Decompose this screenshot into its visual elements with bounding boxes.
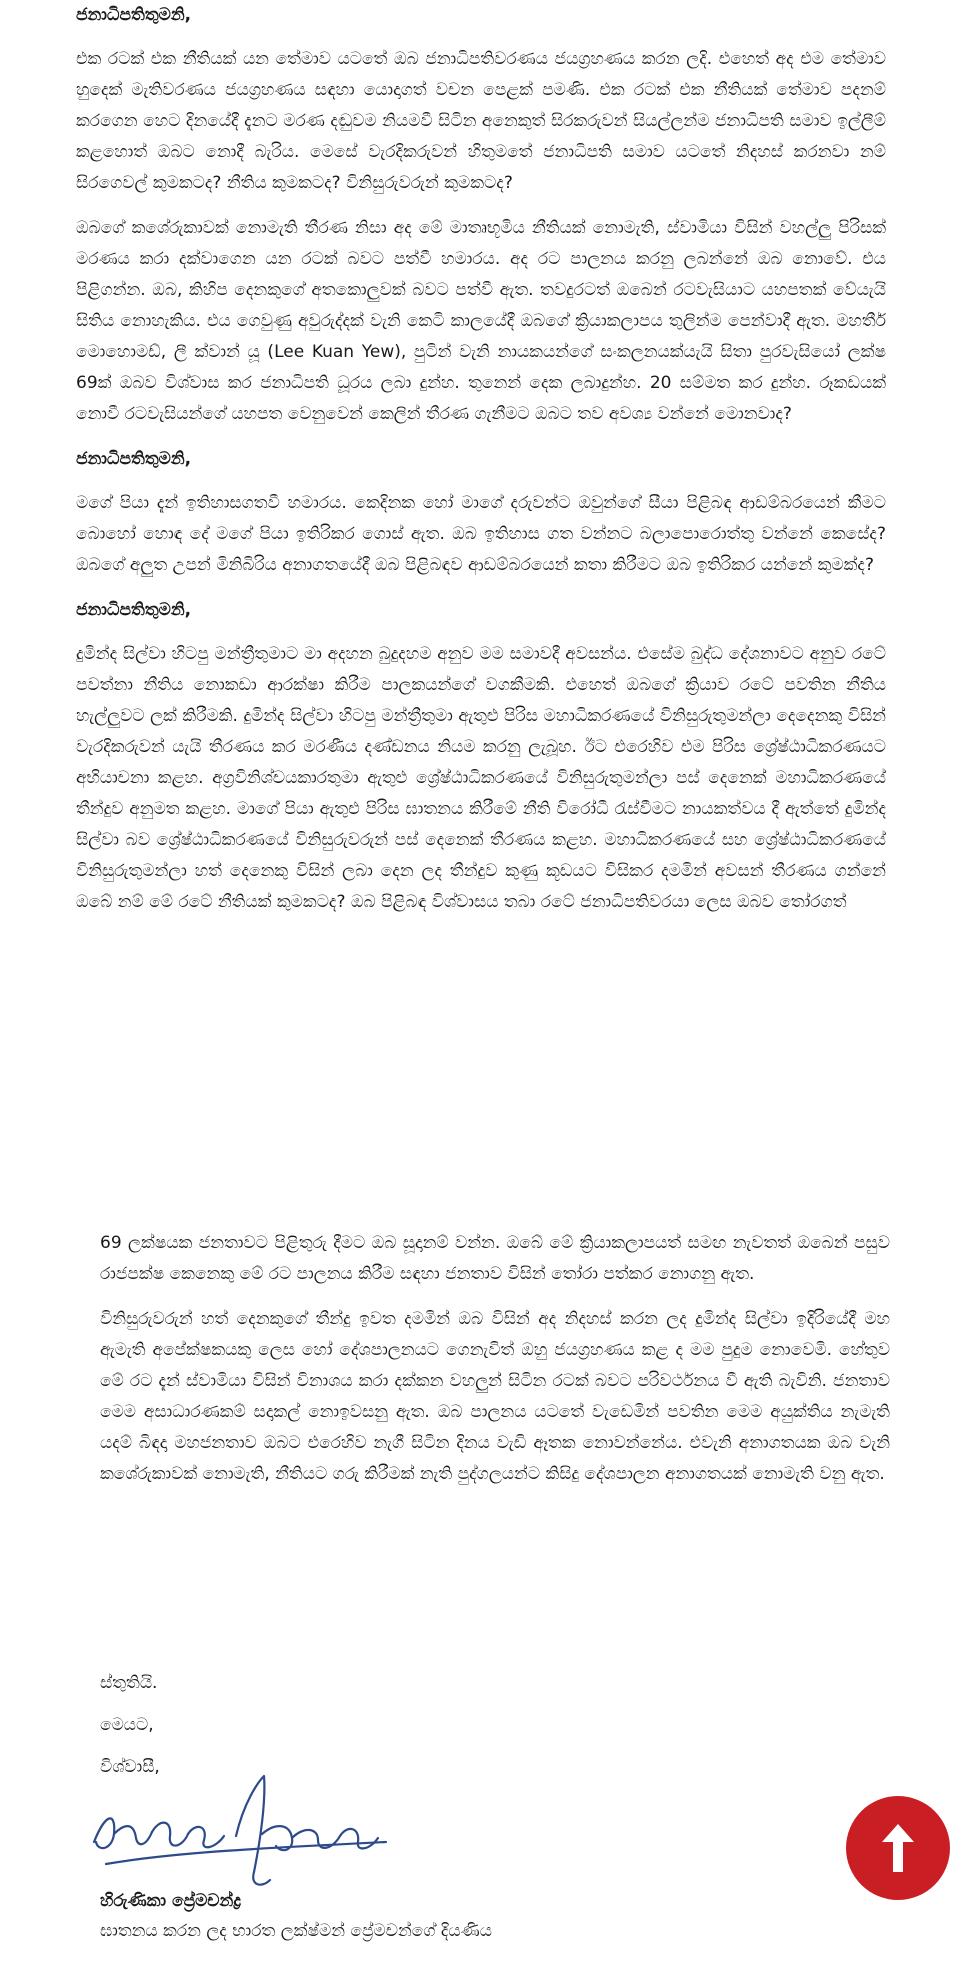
paragraph-1: එක රටක් එක නීතියක් යන තේමාව යටතේ ඔබ ජනාධිපතිවරණය ජයග්‍රහණය කරන ලදි. එහෙත් අද එම තේමාව හුදෙක් මැතිවරණය ජයග්‍රහණය සඳහා යොදාගත් වචන පෙළක් පමණි. එක රටක් එක නීතියක් තේමාව පදනම් කරගෙන හෙට දිනයේදී දැනට මරණ දඬුවම නියමවී සිටින අනෙකුත් සිරකරුවන් සියල්ලන්ම ජනාධිපති සමාව ඉල්ලීම් කළහොත් ඔබට නොදී බැරිය. මෙසේ වැරදිකරුවන් හිතුමතේ ජනාධිපති සමාව යටතේ නිදහස් කරනවා නම් සිරගෙවල් කුමකටද? නීතිය කුමකටද? විනිසුරුවරුන් කුමකටද? xyxy=(76,49,886,193)
letter-body-upper xyxy=(76,0,886,932)
paragraph-5: 69 ලක්ෂයක ජනතාවට පිළිතුරු දීමට ඔබ සූදානම් වන්න. ඔබේ මේ ක්‍රියාකලාපයත් සමඟ නැවතත් ඔබෙන් පසුව රාජපක්ෂ කෙනෙකු මේ රට පාලනය කිරීම සඳහා ජනතාව විසින් තෝරා පත්කර නොගනු ඇත. xyxy=(100,1233,890,1284)
paragraph-4: දුමින්ද සිල්වා හිටපු මන්ත්‍රීතුමාට මා අදහන බුදුදහම අනුව මම සමාවදී අවසන්ය. එසේම බුද්ධ දේශනාවට අනුව රටේ පවත්නා නීතිය නොකඩා ආරක්ෂා කිරීම පාලකයන්ගේ වගකීමකි. එහෙත් ඔබගේ ක්‍රියාව රටේ පවතින නීතිය හැල්ලුවට ලක් කිරීමකි. දුමින්ද සිල්වා හිටපු මන්ත්‍රීතුමා ඇතුළු පිරිස මහාධිකරණයේ විනිසුරුතුමන්ලා දෙදෙනකු විසින් වැරදිකරුවන් යැයි තීරණය කර මරණීය දණ්ඩනය නියම කරනු ලැබූහ. ඊට එරෙහිව එම පිරිස ශ්‍රේෂ්ඨාධිකරණයට අභියාචනා කළහ. අග්‍රවිනිශ්චයකාරතුමා ඇතුළු ශ්‍රේෂ්ඨාධිකරණයේ විනිසුරුතුමන්ලා පස් දෙනෙක් මහාධිකරණයේ තීන්දුව අනුමත කළහ. මාගේ පියා ඇතුළු පිරිස ඝාතනය කිරීමේ නීති විරෝධී රැස්වීමට නායකත්වය දී ඇත්තේ දුමින්ද සිල්වා බව ශ්‍රේෂ්ඨාධිකරණයේ විනිසුරුවරුන් පස් දෙනෙක් තීරණය කළහ. මහාධිකරණයේ සහ ශ්‍රේෂ්ඨාධිකරණයේ විනිසුරුතුමන්ලා හත් දෙනෙකු විසින් ලබා දෙන ලද තීන්දුව කුණු කූඩයට විසිකර දමමින් අවසන් තීරණය ගන්නේ ඔබේ නම් මේ රටේ නීතියක් කුමකටද? ඔබ පිළිබඳ විශ්වාසය තබා රටේ ජනාධිපතිවරයා ලෙස ඔබව තෝරගත් xyxy=(76,644,886,912)
letter-closing xyxy=(100,1662,160,1788)
handwritten-signature xyxy=(86,1772,406,1892)
scroll-to-top-button[interactable] xyxy=(846,1796,950,1900)
paragraph-6: විනිසුරුවරුන් හත් දෙනකුගේ තීන්දු ඉවත දමමින් ඔබ විසින් අද නිදහස් කරන ලද දුමින්ද සිල්වා ඉදිරියේදී මහ ඇමැති අපේක්ෂකයකු ලෙස හෝ දේශපාලනයට ගෙනැවිත් ඔහු ජයග්‍රහණය කළ ද මම පුදුම නොවෙමි. හේතුව මේ රට දැන් ස්වාමියා විසින් විනාශය කරා දක්කන වහලුන් සිටින රටක් බවට පරිවර්ථනය වී ඇති බැවිනි. ජනතාව මෙම අසාධාරණකම් සදාකල් නොඉවසනු ඇත. ඔබ පාලනය යටතේ වැඩෙමින් පවතින මෙම අයුක්තිය නැමැති යදම් බිඳදා මහජනතාව ඔබට එරෙහිව නැගී සිටින දිනය වැඩි ඈතක නොවන්නේය. එවැනි අනාගතයක ඔබ වැනි කශේරුකාවක් නොමැති, නීතියට ගරු කිරීමක් නැති පුද්ගලයන්ට කිසිදු දේශපාලන අනාගතයක් නොමැති වනු ඇත. xyxy=(100,1309,890,1484)
closing-addressee: මෙයට, xyxy=(100,1715,154,1735)
salutation-2: ජනාධිපතිතුමනි, xyxy=(76,449,192,469)
arrow-up-icon xyxy=(876,1820,920,1876)
letter-body-lower xyxy=(100,1228,890,1504)
signer-name: හිරුණිකා ප්‍රේමචන්ද්‍ර xyxy=(100,1891,241,1911)
paragraph-3: මගේ පියා දැන් ඉතිහාසගතවී හමාරය. කෙදිනක හෝ මාගේ දරුවන්ට ඔවුන්ගේ සීයා පිළිබඳ ආඩම්බරයෙන් කීමට බොහෝ හොඳ දේ මගේ පියා ඉතිරිකර ගොස් ඇත. ඔබ ඉතිහාස ගත වන්නට බලාපොරොත්තු වන්නේ කෙසේද? ඔබගේ අලුත උපන් මිනිබිරිය අනාගතයේදී ඔබ පිළිබඳව ආඩම්බරයෙන් කතා කිරීමට ඔබ ඉතිරිකර යන්නේ කුමක්ද? xyxy=(76,493,886,575)
salutation-top: ජනාධිපතිතුමනි, xyxy=(76,5,192,25)
paragraph-2: ඔබගේ කශේරුකාවක් නොමැති තීරණ නිසා අද මේ මාතෘභූමිය නීතියක් නොමැති, ස්වාමියා විසින් වහල්ලු පිරිසක් මරණය කරා දක්වාගෙන යන රටක් බවට පත්වී හමාරය. අද රට පාලනය කරනු ලබන්නේ ඔබ නොවේ. එය පිළිගන්න. ඔබ, කිහිප දෙනකුගේ අතකොලුවක් බවට පත්වී ඇත. තවදුරටත් ඔබෙන් රටවැසියාට යහපතක් වේයැයි සිතිය නොහැකිය. එය ගෙවුණු අවුරුද්දක් වැනි කෙටි කාලයේදී ඔබගේ ක්‍රියාකලාපය තුලින්ම පෙන්වාදී ඇත. මහතීර් මොහොමඩ්, ලී ක්වාන් යූ (Lee Kuan Yew), පුටින් වැනි නායකයන්ගේ සංකලනයක්යැයි සිතා පුරවැසියෝ ලක්ෂ 69ක් ඔබව විශ්වාස කර ජනාධිපති ධූරය ලබා දුන්හ. තුනෙන් දෙක ලබාදුන්හ. 20 සම්මත කර දුන්හ. රූකඩයක් නොවී රටවැසියන්ගේ යහපත වෙනුවෙන් කෙලින් තීරණ ගැනීමට ඔබට තව අවශ්‍ය වන්නේ මොනවාද? xyxy=(76,218,886,424)
signer-description: ඝාතනය කරන ලද භාරත ලක්ෂ්මන් ප්‍රේමචන්ගේ දියණිය xyxy=(100,1921,492,1941)
salutation-3: ජනාධිපතිතුමනි, xyxy=(76,600,192,620)
closing-faithfully: විශ්වාසී, xyxy=(100,1757,160,1777)
closing-thanks: ස්තුතියි. xyxy=(100,1673,158,1693)
